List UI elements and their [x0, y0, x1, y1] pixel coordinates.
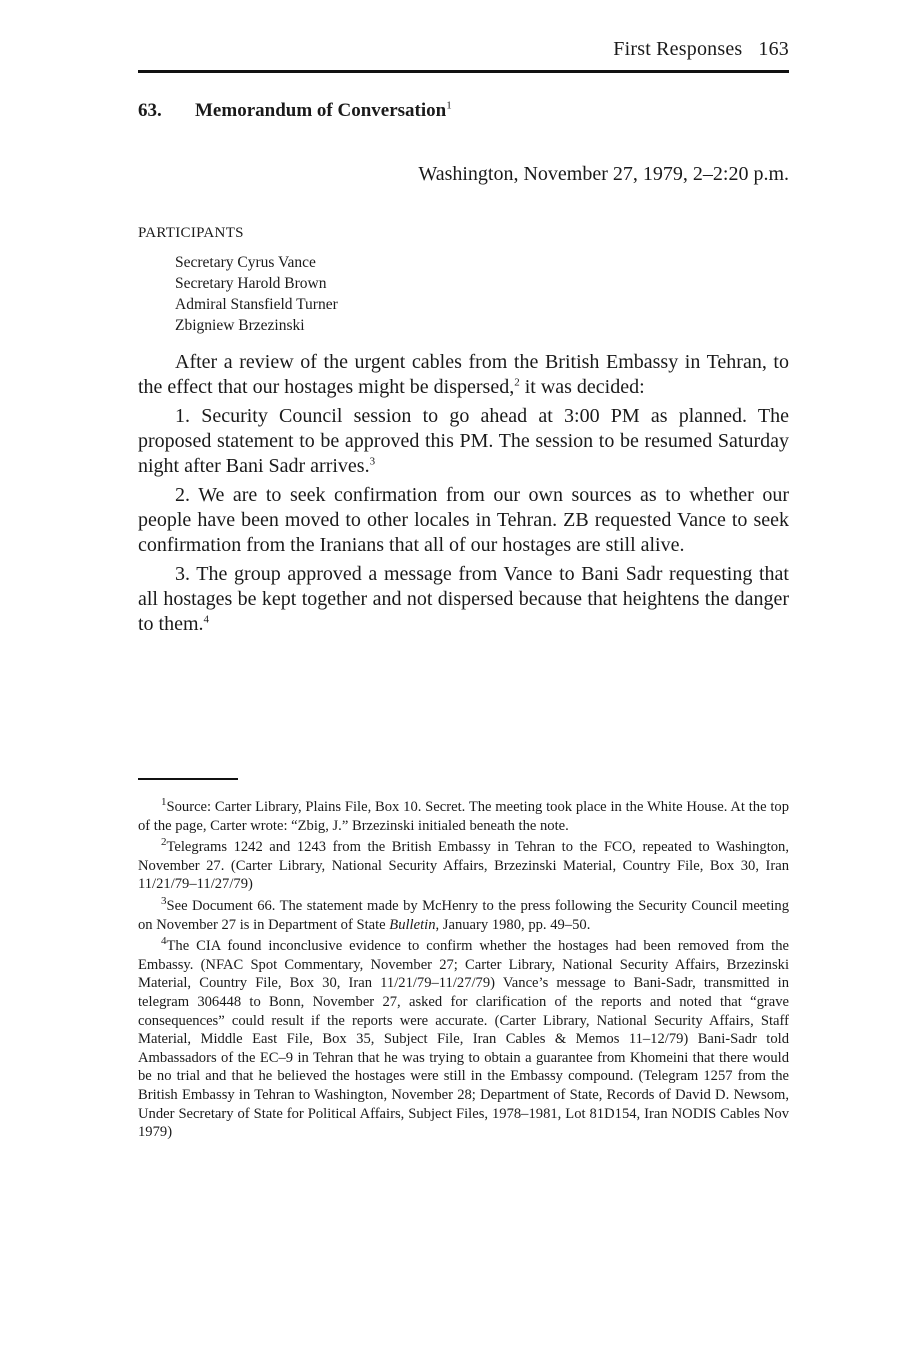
running-title: First Responses	[613, 38, 743, 60]
participants-list	[175, 252, 338, 336]
footnote-4	[138, 937, 789, 1142]
participant: Secretary Harold Brown	[175, 275, 327, 292]
participants-heading: PARTICIPANTS	[138, 225, 244, 241]
memo-body	[138, 350, 789, 641]
footnote-marker: 4	[161, 935, 167, 948]
running-header	[138, 36, 789, 73]
participant: Zbigniew Brzezinski	[175, 317, 305, 334]
paragraph-item-1	[138, 404, 789, 479]
document-title-text: Memorandum of Conversation	[195, 100, 447, 121]
footnote-text: See Document 66. The statement made by McHenry to the press following the Security Council meeting on November 27 is in Department of State	[138, 897, 789, 933]
paragraph-text: 3. The group approved a message from Vance to Bani Sadr requesting that all hostages be kept together and not dispersed because that heightens the danger to them.	[138, 563, 789, 635]
footnotes	[138, 798, 789, 1145]
footnote-3	[138, 897, 789, 934]
footnote-text: The CIA found inconclusive evidence to confirm whether the hostages had been removed from the Embassy. (NFAC Spot Commentary, November 27; Carter Library, National Security Affairs, Brzezinski Material, Country File, Box 30, Iran 11/21/79–11/27/79) Vance’s message to Bani-Sadr, transmitted in telegram 306448 to Bonn, November 27, asked for clarification of the reports and noted that “grave consequences” could result if the reports were accurate. (Carter Library, National Security Affairs, Staff Material, Middle East File, Box 35, Subject File, Iran Cables & Memos 11–12/79) Bani-Sadr told Ambassadors of the EC–9 in Tehran that he was trying to obtain a guarantee from Khomeini that there would be no trial and that he believed the hostages were still in the Embassy compound. (Telegram 1257 from the British Embassy in Tehran to Washington, November 28; Department of State, Records of David D. Newsom, Under Secretary of State for Political Affairs, Subject Files, 1978–1981, Lot 81D154, Iran NODIS Cables Nov 1979)	[138, 938, 789, 1141]
footnote-ref-2[interactable]: 2	[514, 376, 520, 389]
footnote-marker: 2	[161, 836, 167, 849]
document-title	[138, 100, 452, 122]
publication-title: Bulletin	[389, 916, 436, 933]
header-text	[613, 38, 789, 61]
paragraph-item-2	[138, 483, 789, 558]
paragraph-text: 1. Security Council session to go ahead at 3:00 PM as planned. The proposed statement to be approved this PM. The session to be resumed Saturday night after Bani Sadr arrives.	[138, 405, 789, 477]
footnote-ref-4[interactable]: 4	[203, 613, 210, 626]
paragraph-text: 2. We are to seek confirmation from our own sources as to whether our people have been moved to other locales in Tehran. ZB requested Vance to seek confirmation from the Iranians that all of our hostages are still alive.	[138, 484, 789, 556]
dateline: Washington, November 27, 1979, 2–2:20 p.m.	[418, 163, 789, 185]
footnote-marker: 1	[161, 796, 167, 809]
paragraph-text: After a review of the urgent cables from the British Embassy in Tehran, to the effect that our hostages might be dispersed,	[138, 351, 789, 398]
participant: Admiral Stansfield Turner	[175, 296, 338, 313]
footnote-divider	[138, 778, 238, 780]
page-number: 163	[758, 38, 789, 60]
paragraph-item-3	[138, 562, 789, 637]
footnote-text: Telegrams 1242 and 1243 from the British Embassy in Tehran to the FCO, repeated to Washington, November 27. (Carter Library, National Security Affairs, Brzezinski Material, Country File, Box 30, Iran 11/21/79–11/27/79)	[138, 839, 789, 893]
footnote-2	[138, 838, 789, 894]
footnote-text: , January 1980, pp. 49–50.	[435, 916, 591, 933]
footnote-ref-1[interactable]: 1	[446, 99, 452, 112]
document-number: 63.	[138, 100, 162, 121]
footnote-text: Source: Carter Library, Plains File, Box 10. Secret. The meeting took place in the White House. At the top of the page, Carter wrote: “Zbig, J.” Brzezinski initialed beneath the note.	[138, 799, 789, 834]
participant: Secretary Cyrus Vance	[175, 254, 316, 271]
paragraph-text: it was decided:	[519, 376, 645, 398]
footnote-1	[138, 798, 789, 835]
paragraph-intro	[138, 350, 789, 400]
footnote-marker: 3	[161, 895, 167, 908]
footnote-ref-3[interactable]: 3	[369, 455, 376, 468]
